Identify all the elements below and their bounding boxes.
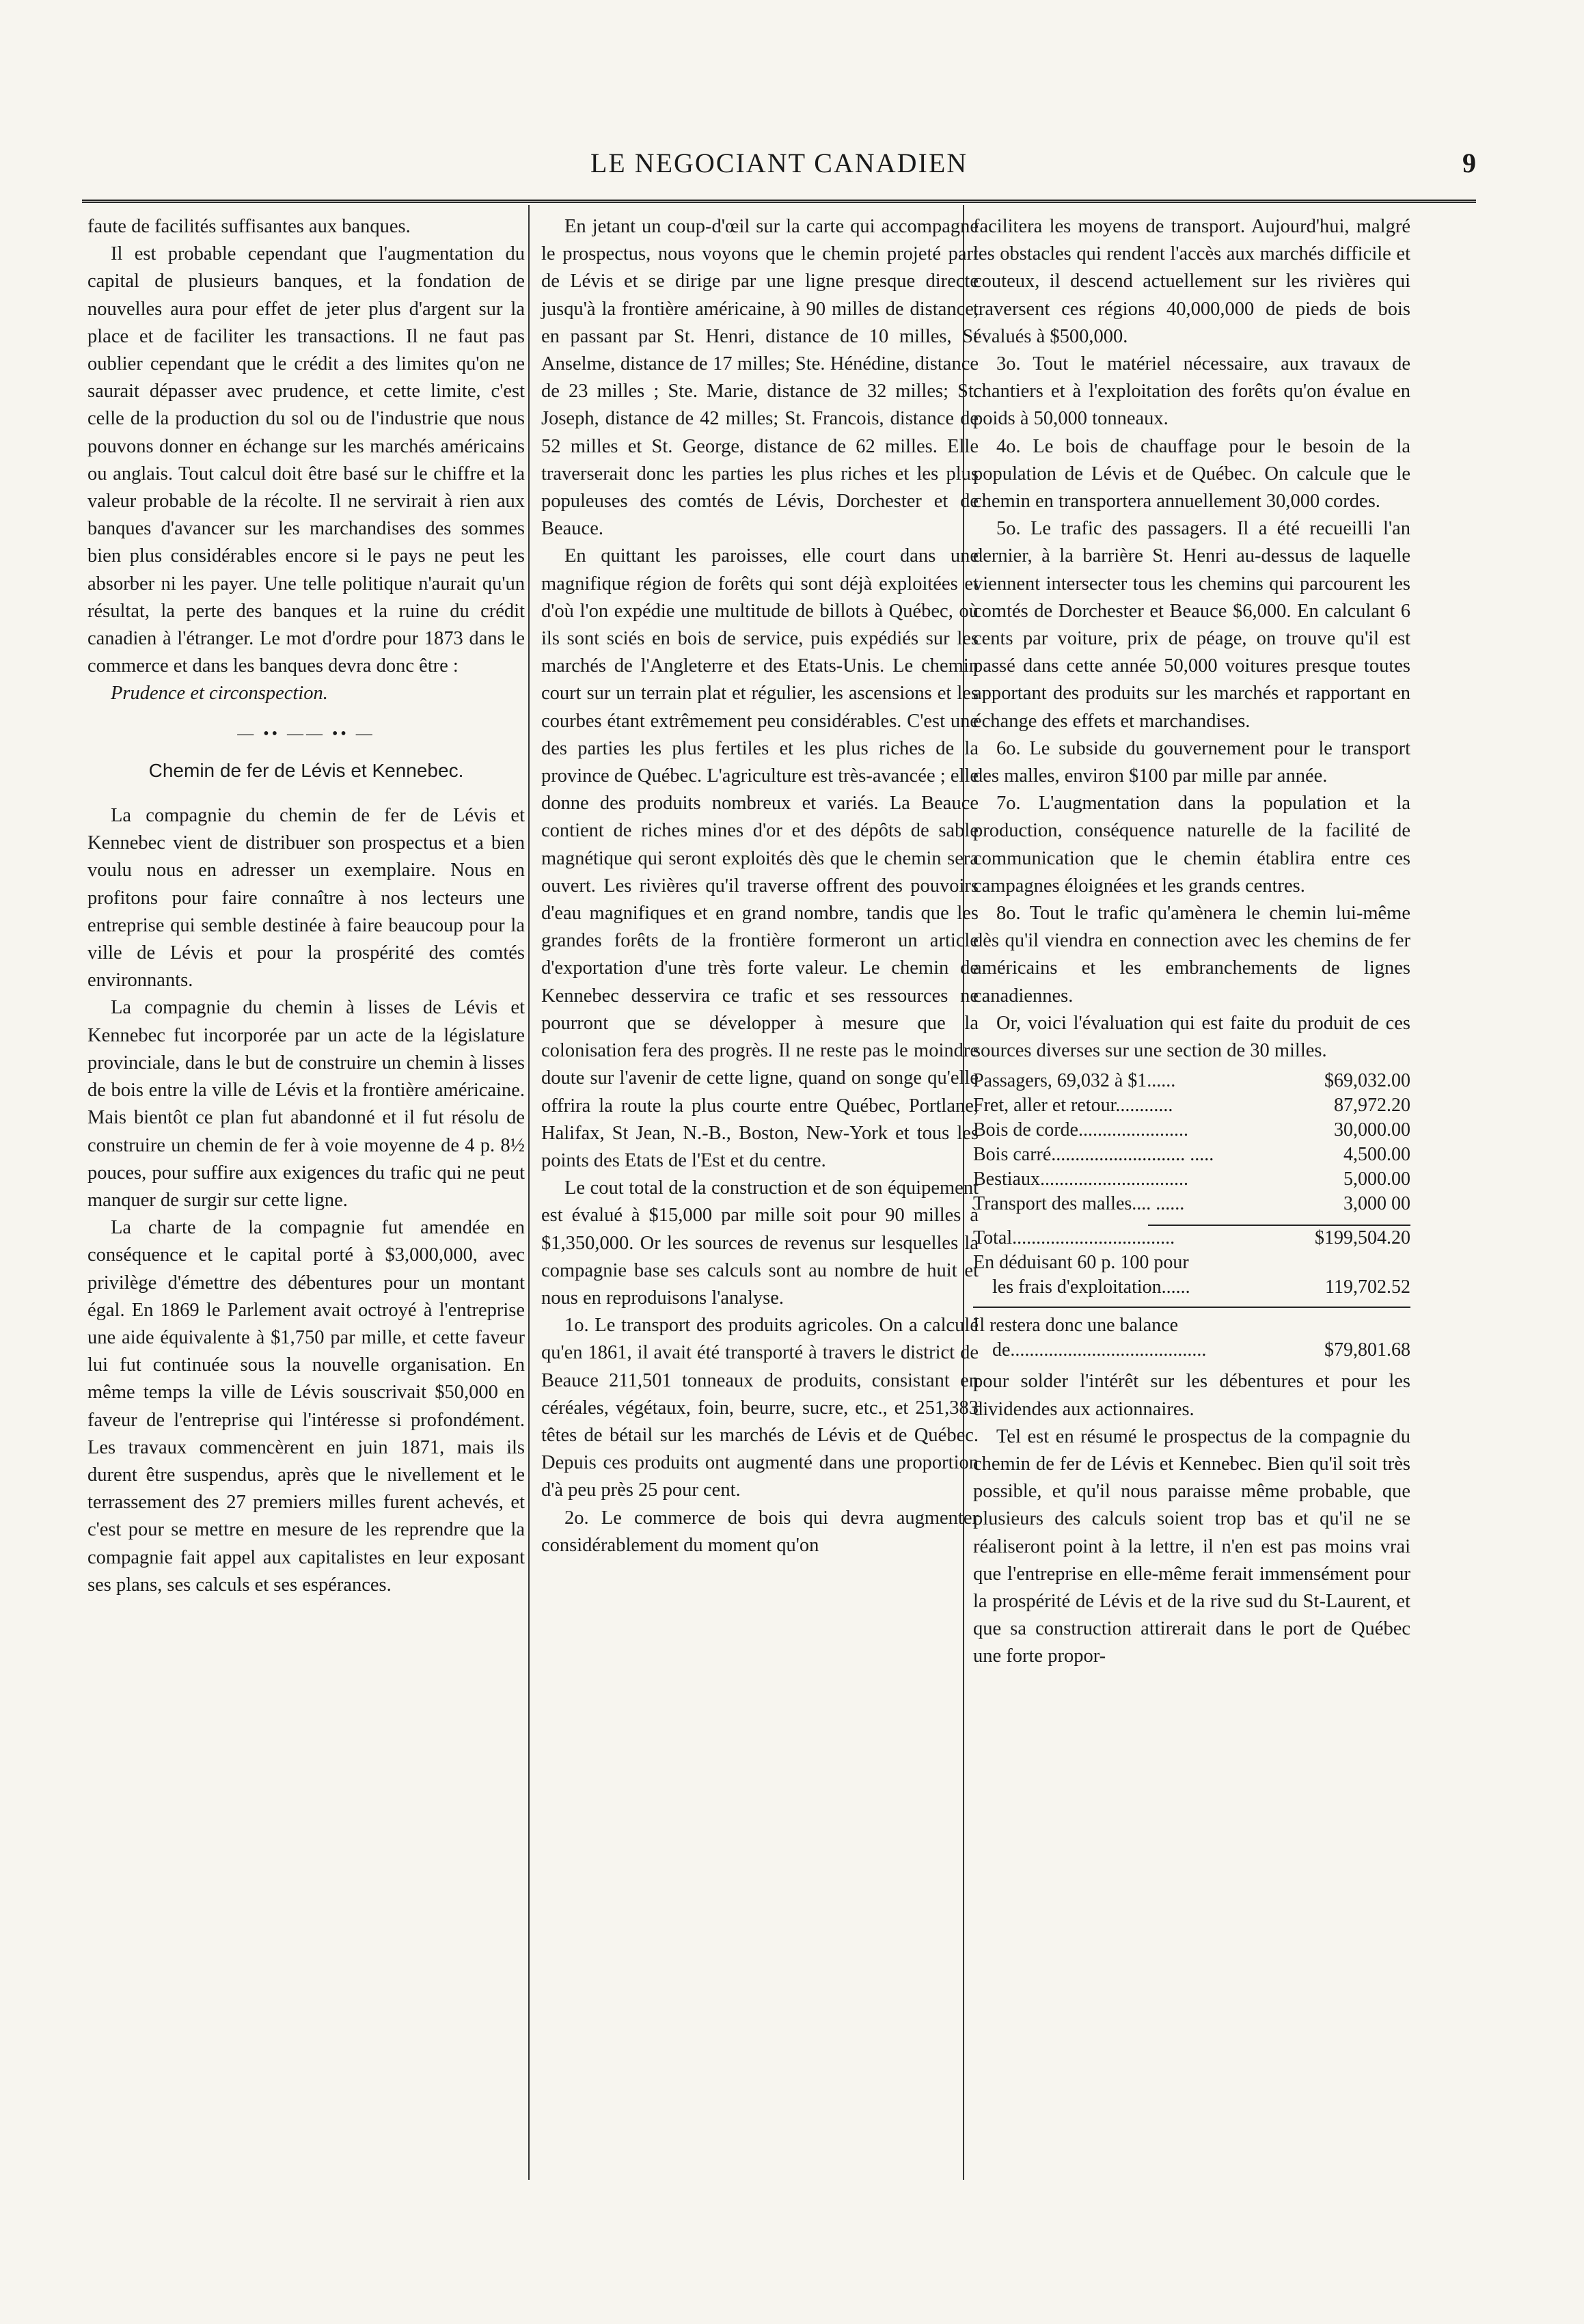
paragraph: Il est probable cependant que l'augmentation du capital de plusieurs banques, et la fondation de nouvelles aura pour effet de jeter plus d'argent sur la place et de faciliter les transactions. Il ne faut pas oublier cependant que le crédit a des limites qu'on ne saurait dépasser avec prudence, et cette limite, c'est celle de la production du sol ou de l'industrie que nous pouvons donner en échange sur les marchés américains ou anglais. Tout calcul doit être basé sur le chiffre et la valeur probable de la récolte. Il ne servirait à rien aux banques d'avancer sur les marchandises des sommes bien plus considérables encore si le pays ne peut les absorber ni les payer. Une telle politique n'aurait qu'un résultat, la perte des banques et la ruine du crédit canadien à l'étranger. Le mot d'ordre pour 1873 dans le commerce et dans les banques devra donc être : [87, 243, 525, 677]
ledger-row [973, 1069, 1410, 1093]
column-2 [541, 213, 979, 1559]
column-1 [87, 213, 525, 1599]
balance-amount: $79,801.68 [1324, 1339, 1410, 1361]
page-header [82, 147, 1476, 188]
paragraph: 4o. Le bois de chauffage pour le besoin de la population de Lévis et de Québec. On calcule que le chemin en transportera annuellement 30,000 cordes. [973, 435, 1410, 512]
paragraph: faute de facilités suffisantes aux banques. [87, 216, 411, 237]
ledger-label: Bois carré............................ ..... [973, 1144, 1214, 1166]
ledger-row [973, 1143, 1410, 1167]
deduct-label-1: En déduisant 60 p. 100 pour [973, 1252, 1189, 1274]
paragraph: 7o. L'augmentation dans la population et la production, conséquence naturelle de la facilité de communication que le chemin établira entre ces campagnes éloignées et les grands centres. [973, 793, 1410, 897]
paragraph: La compagnie du chemin à lisses de Lévis et Kennebec fut incorporée par un acte de la législature provinciale, dans le but de construire un chemin à lisses de bois entre la ville de Lévis et la frontière américaine. Mais bientôt ce plan fut abandonné et il fut résolu de construire un chemin de fer à voie moyenne de 4 p. 8½ pouces, pour suffire aux exigences du trafic qui ne peut manquer de surgir sur cette ligne. [87, 997, 525, 1211]
ledger-amount: $69,032.00 [1324, 1070, 1410, 1092]
balance-rule [973, 1307, 1410, 1308]
ledger-label: Fret, aller et retour............ [973, 1095, 1173, 1117]
ledger-label: Transport des malles.... ...... [973, 1193, 1185, 1215]
column-3 [973, 213, 1410, 1671]
paragraph: 5o. Le trafic des passagers. Il a été recueilli l'an dernier, à la barrière St. Henri au-dessus de laquelle viennent intersecter tous les chemins qui parcourent les comtés de Dorchester et Beauce $6,000. En calculant 6 cents par voiture, prix de péage, on trouve qu'il est passé dans cette année 50,000 voitures presque toutes apportant des produits sur les marchés et rapportant en échange des effets et marchandises. [973, 518, 1410, 732]
ledger-amount: 87,972.20 [1334, 1095, 1410, 1117]
ledger-row [973, 1093, 1410, 1118]
revenue-ledger [973, 1069, 1410, 1363]
ledger-label: Bestiaux............................... [973, 1168, 1188, 1190]
ledger-amount: 30,000.00 [1334, 1119, 1410, 1141]
ledger-balance-row [973, 1313, 1410, 1338]
ledger-amount: 5,000.00 [1343, 1168, 1410, 1190]
ledger-balance-row [973, 1338, 1410, 1363]
motto: Prudence et circonspection. [111, 683, 328, 705]
page-number: 9 [1462, 148, 1476, 178]
paragraph: 3o. Tout le matériel nécessaire, aux travaux de chantiers et à l'exploitation des forêts qu'on évalue en poids à 50,000 tonneaux. [973, 353, 1410, 430]
paragraph: Tel est en résumé le prospectus de la compagnie du chemin de fer de Lévis et Kennebec. Bien qu'il soit très possible, et qu'il nous paraisse même probable, que plusieurs des calculs soient trop bas et qu'il ne se réaliseront point à la lettre, il n'en est pas moins vrai que l'entreprise en elle-même ferait immensément pour la prospérité de Lévis et de la rive sud du St-Laurent, et que sa construction attirerait dans le port de Québec une forte propor- [973, 1425, 1410, 1667]
paragraph: Le cout total de la construction et de son équipement est évalué à $15,000 par mille soit pour 90 milles à $1,350,000. Or les sources de revenus sur lesquelles la compagnie base ses calculs sont au nombre de huit et nous en reproduisons l'analyse. [541, 1177, 979, 1309]
paragraph: 8o. Tout le trafic qu'amènera le chemin lui-même dès qu'il viendra en connection avec les chemins de fer américains et les embranchements de lignes canadiennes. [973, 903, 1410, 1007]
separator-ornament: — •• —— •• — [237, 724, 375, 743]
paragraph: 6o. Le subside du gouvernement pour le transport des malles, environ $100 par mille par année. [973, 737, 1410, 787]
ledger-total-row [973, 1226, 1410, 1250]
paragraph: pour solder l'intérêt sur les débentures et pour les dividendes aux actionnaires. [973, 1371, 1410, 1420]
ledger-deduct-row [973, 1250, 1410, 1275]
balance-label-2: de......................................... [992, 1339, 1207, 1361]
paragraph: La compagnie du chemin de fer de Lévis et Kennebec vient de distribuer son prospectus et a bien voulu nous en adresser un exemplaire. Nous en profitons pour faire connaître à nos lecteurs une entreprise qui semble destinée à faire beaucoup pour la ville de Lévis et pour la prospérité des comtés environnants. [87, 805, 525, 992]
paragraph: 2o. Le commerce de bois qui devra augmenter considérablement du moment qu'on [541, 1507, 979, 1556]
paragraph: 1o. Le transport des produits agricoles. On a calculé qu'en 1861, il avait été transporté à travers le district de Beauce 211,501 tonneaux de produits, consistant en céréales, végétaux, foin, beurre, sucre, etc., et 251,383 têtes de bétail sur les marchés de Lévis et de Québec. Depuis ces produits ont augmenté dans une proportion d'à peu près 25 pour cent. [541, 1315, 979, 1501]
paragraph: La charte de la compagnie fut amendée en conséquence et le capital porté à $3,000,000, avec privilège d'émettre des débentures pour un montant égal. En 1869 le Parlement avait octroyé à l'entreprise une aide équivalente à $1,750 par mille, et cette faveur lui fut continuée sous la nouvelle organisation. En même temps la ville de Lévis souscrivait $50,000 en faveur de l'entreprise qui l'intéresse si profondément. Les travaux commencèrent en juin 1871, mais ils durent être suspendus, après que le nivellement et le terrassement des 27 premiers milles furent achevés, et c'est pour se mettre en mesure de les reprendre que la compagnie fait appel aux capitalistes en leur exposant ses plans, ses calculs et ses espérances. [87, 1217, 525, 1596]
paragraph: En jetant un coup-d'œil sur la carte qui accompagne le prospectus, nous voyons que le chemin projeté part de Lévis et se dirige par une ligne presque directe jusqu'à la frontière américaine, à 90 milles de distance, en passant par St. Henri, distance de 10 milles, St Anselme, distance de 17 milles; Ste. Hénédine, distance de 23 milles ; Ste. Marie, distance de 32 milles; St. Joseph, distance de 42 milles; St. Francois, distance de 52 milles et St. George, distance de 62 milles. Elle traverserait donc les parties les plus riches et les plus populeuses des comtés de Lévis, Dorchester et de Beauce. [541, 216, 979, 540]
paragraph: En quittant les paroisses, elle court dans une magnifique région de forêts qui sont déjà exploitées et d'où l'on expédie une multitude de billots à Québec, où ils sont sciés en bois de service, puis expédiés sur les marchés de l'Angleterre et des Etats-Unis. Le chemin court sur un terrain plat et régulier, les ascensions et les courbes étant extrêmement peu considérables. C'est une des parties les plus fertiles et les plus riches de la province de Québec. L'agriculture est très-avancée ; elle donne des produits nombreux et variés. La Beauce contient de riches mines d'or et des dépôts de sable magnétique qui seront exploités dès que le chemin sera ouvert. Les rivières qu'il traverse offrent des pouvoirs d'eau magnifiques et en grand nombre, tandis que les grandes forêts de la frontière formeront un article d'exportation d'une très forte valeur. Le chemin de Kennebec desservira ce trafic et ses ressources ne pourront que se développer à mesure que la colonisation fera des progrès. Il ne reste pas le moindre doute sur l'avenir de cette ligne, quand on songe qu'elle offrira la route la plus courte entre Québec, Portlane, Halifax, St Jean, N.-B., Boston, New-York et tous les points des Etats de l'Est et du centre. [541, 545, 979, 1171]
header-rule [82, 200, 1476, 203]
ledger-label: Bois de corde....................... [973, 1119, 1188, 1141]
column-divider-1 [528, 205, 530, 2180]
total-amount: $199,504.20 [1315, 1227, 1410, 1249]
total-label: Total.................................. [973, 1227, 1175, 1249]
newspaper-title: LE NEGOCIANT CANADIEN [590, 148, 968, 178]
deduct-label-2: les frais d'exploitation...... [992, 1276, 1190, 1298]
ledger-label: Passagers, 69,032 à $1...... [973, 1070, 1176, 1092]
paragraph: facilitera les moyens de transport. Aujourd'hui, malgré les obstacles qui rendent l'accès aux marchés difficile et couteux, il descend actuellement sur les rivières qui traversent ces régions 40,000,000 de pieds de bois évalués à $500,000. [973, 216, 1410, 347]
paragraph: Or, voici l'évaluation qui est faite du produit de ces sources diverses sur une section de 30 milles. [973, 1012, 1410, 1062]
deduct-amount: 119,702.52 [1325, 1276, 1410, 1298]
ledger-row [973, 1167, 1410, 1192]
ledger-deduct-row [973, 1275, 1410, 1300]
ledger-amount: 4,500.00 [1343, 1144, 1410, 1166]
balance-label-1: Il restera donc une balance [973, 1315, 1179, 1337]
ledger-row [973, 1192, 1410, 1216]
ledger-amount: 3,000 00 [1343, 1193, 1410, 1215]
section-title: Chemin de fer de Lévis et Kennebec. [148, 759, 464, 781]
ledger-row [973, 1118, 1410, 1143]
